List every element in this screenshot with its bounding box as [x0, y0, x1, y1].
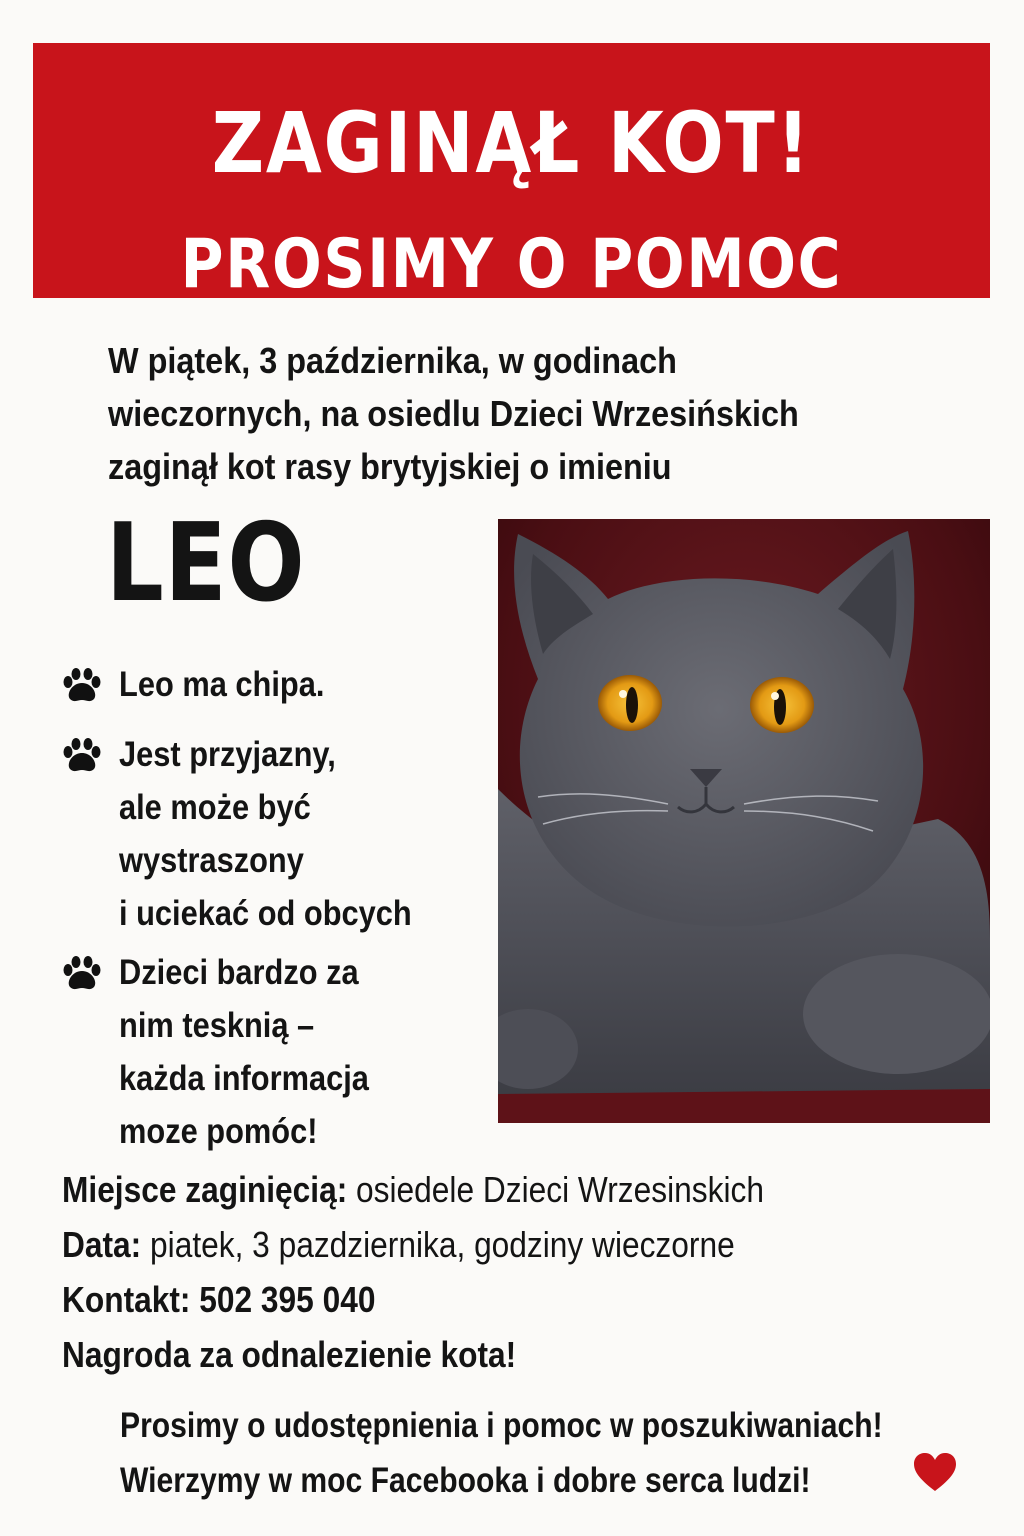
date-label: Data:: [62, 1224, 142, 1265]
cat-illustration: [498, 519, 990, 1123]
reward-row: [62, 1327, 880, 1382]
heart-icon: [912, 1451, 958, 1493]
paw-icon: [62, 668, 102, 704]
fact-line: Dzieci bardzo za: [119, 953, 359, 992]
fact-line: wystraszony: [119, 841, 304, 880]
fact-text: [119, 946, 489, 1158]
header-banner: [33, 43, 990, 304]
reward-text: Nagroda za odnalezienie kota!: [62, 1334, 517, 1375]
fact-line: ale może być: [119, 788, 311, 827]
date-row: [62, 1217, 880, 1272]
contact-text: Kontakt: 502 395 040: [62, 1279, 376, 1320]
fact-text: [119, 728, 489, 940]
footer-line: Prosimy o udostępnienia i pomoc w poszukiwaniach!: [120, 1406, 883, 1445]
footer-line: Wierzymy w moc Facebooka i dobre serca ludzi!: [120, 1461, 811, 1500]
paw-icon: [62, 956, 102, 992]
intro-line: wieczornych, na osiedlu Dzieci Wrzesińskich: [108, 393, 799, 434]
fact-line: Leo ma chipa.: [119, 665, 325, 704]
contact-row: [62, 1272, 880, 1327]
place-label: Miejsce zaginięcią:: [62, 1169, 348, 1210]
intro-paragraph: [108, 334, 882, 493]
banner-title: ZAGINĄŁ KOT!: [211, 94, 812, 192]
fact-line: każda informacja: [119, 1059, 369, 1098]
details-block: [62, 1162, 880, 1382]
banner-subtitle: PROSIMY O POMOC: [180, 225, 843, 304]
cat-photo: [498, 519, 990, 1123]
intro-line: zaginął kot rasy brytyjskiej o imieniu: [108, 446, 672, 487]
fact-line: nim tesknią –: [119, 1006, 315, 1045]
fact-text: [119, 658, 489, 711]
fact-line: moze pomóc!: [119, 1112, 318, 1151]
place-row: [62, 1162, 880, 1217]
fact-line: Jest przyjazny,: [119, 735, 336, 774]
place-value: osiedele Dzieci Wrzesinskich: [356, 1169, 764, 1210]
fact-line: i uciekać od obcych: [119, 894, 412, 933]
cat-name: LEO: [106, 501, 306, 626]
paw-icon: [62, 738, 102, 774]
date-value: piatek, 3 pazdziernika, godziny wieczorne: [150, 1224, 735, 1265]
intro-line: W piątek, 3 października, w godinach: [108, 340, 677, 381]
footer-appeal: [120, 1398, 894, 1508]
